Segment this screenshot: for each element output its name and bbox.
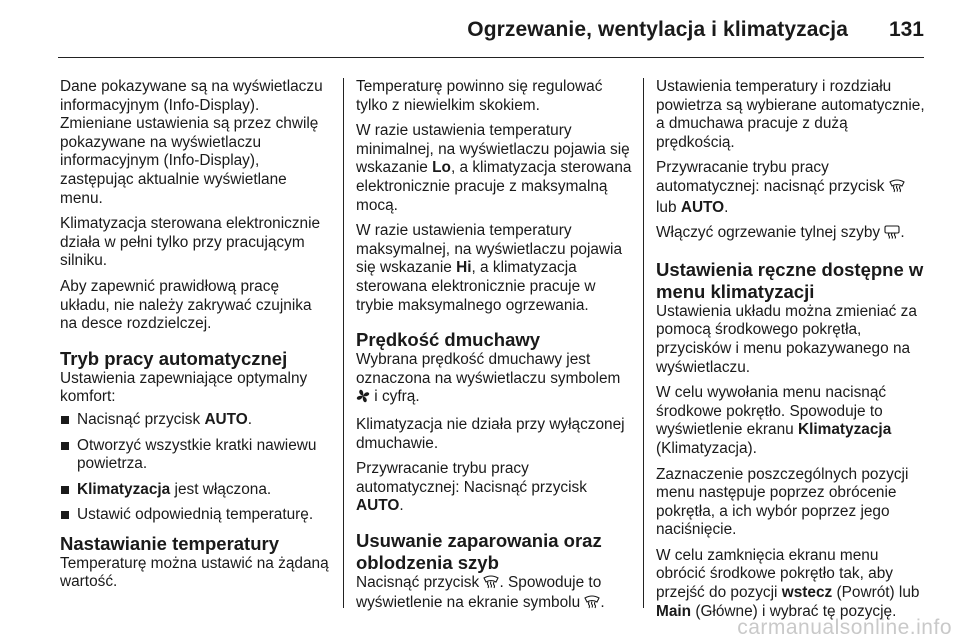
paragraph-manual-2: W celu wywołania menu nacisnąć środkowe pokrętło. Spowoduje to wyświetlenie ekranu Klimatyzacja (Klimatyzacja).	[656, 384, 892, 457]
list-item: Otworzyć wszystkie kratki nawiewu powietrza.	[60, 437, 332, 474]
paragraph-auto-settings: Ustawienia temperatury i rozdziału powietrza są wybierane automatycznie, a dmuchawa pracuje z dużą prędkością.	[656, 78, 925, 151]
paragraph-fan-symbol: Wybrana prędkość dmuchawy jest oznaczona na wyświetlaczu symbolem i cyfrą.	[356, 351, 632, 409]
paragraph-fan-off: Klimatyzacja nie działa przy wyłączonej dmuchawie.	[356, 415, 625, 452]
paragraph-rear-heating: Włączyć ogrzewanie tylnej szyby .	[656, 224, 926, 245]
paragraph-manual-4: W celu zamknięcia ekranu menu obrócić środkowe pokrętło tak, aby przejść do pozycji wstecz (Powrót) lub Main (Główne) i wybrać tę pozycję.	[656, 546, 920, 620]
paragraph-fan-auto: Przywracanie trybu pracy automatycznej: Nacisnąć przycisk AUTO.	[356, 460, 587, 515]
list-item: Klimatyzacja jest włączona.	[60, 481, 332, 500]
column-2	[356, 78, 632, 622]
list-item: Ustawić odpowiednią temperaturę.	[60, 506, 332, 525]
page-header	[0, 0, 960, 58]
rear-window-heating-icon	[884, 225, 900, 245]
column-1	[60, 78, 332, 599]
page-title: Ogrzewanie, wentylacja i klimatyzacja	[467, 18, 848, 41]
paragraph-manual-1: Ustawienia układu można zmieniać za pomocą środkowego pokrętła, przycisków i menu pokazywanego na wyświetlaczu.	[656, 302, 917, 376]
heading-temperature: Nastawianie temperatury	[60, 532, 280, 554]
column-divider-2	[643, 78, 644, 608]
heading-auto-mode: Tryb pracy automatycznej	[60, 347, 288, 369]
paragraph-engine: Klimatyzacja sterowana elektronicznie działa w pełni tylko przy pracującym silniku.	[60, 215, 321, 270]
paragraph-defrost: Nacisnąć przycisk . Spowoduje to wyświetlenie na ekranie symbolu .	[356, 574, 632, 615]
watermark: carmanualsonline.info	[737, 616, 952, 639]
heading-manual-settings: Ustawienia ręczne dostępne w menu klimatyzacji	[656, 258, 924, 302]
heading-defrost: Usuwanie zaparowania oraz oblodzenia szyb	[356, 529, 602, 573]
list-item: Nacisnąć przycisk AUTO.	[60, 411, 332, 430]
auto-steps-list	[60, 411, 332, 525]
fan-icon	[356, 389, 370, 409]
paragraph-manual-3: Zaznaczenie poszczególnych pozycji menu następuje poprzez obrócenie pokrętła, a ich wybór poprzez jego naciśnięcie.	[656, 465, 909, 539]
paragraph-temp-max: W razie ustawienia temperatury maksymalnej, na wyświetlaczu pojawia się wskazanie Hi, a klimatyzacja sterowana elektronicznie pracuje w trybie maksymalnego ogrzewania.	[356, 222, 623, 314]
header-divider	[58, 57, 924, 58]
paragraph-restore-auto: Przywracanie trybu pracy automatycznej: nacisnąć przycisk lub AUTO.	[656, 159, 926, 217]
heading-fan-speed: Prędkość dmuchawy	[356, 329, 541, 351]
paragraph-sensor: Aby zapewnić prawidłową pracę układu, nie należy zakrywać czujnika na desce rozdzielczej.	[60, 277, 312, 333]
paragraph-temp-min: W razie ustawienia temperatury minimalnej, na wyświetlaczu pojawia się wskazanie Lo, a klimatyzacja sterowana elektronicznie pracuje z maksymalną mocą.	[356, 122, 632, 214]
windscreen-defrost-icon	[889, 179, 905, 199]
paragraph-info-display: Dane pokazywane są na wyświetlaczu informacyjnym (Info-Display). Zmieniane ustawienia są przez chwilę pokazywane na wyświetlaczu informacyjnym (Info-Display), zastępując aktualnie wyświetlane menu.	[60, 78, 323, 207]
paragraph-temp-step: Temperaturę powinno się regulować tylko z niewielkim skokiem.	[356, 78, 603, 114]
column-3	[656, 78, 926, 628]
page-number: 131	[888, 18, 924, 41]
paragraph-auto-intro: Ustawienia zapewniające optymalny komfort:	[60, 369, 308, 406]
column-divider-1	[343, 78, 344, 608]
windscreen-defrost-icon	[483, 575, 499, 595]
paragraph-temperature: Temperaturę można ustawić na żądaną wartość.	[60, 554, 329, 591]
windscreen-defrost-icon	[584, 595, 600, 615]
